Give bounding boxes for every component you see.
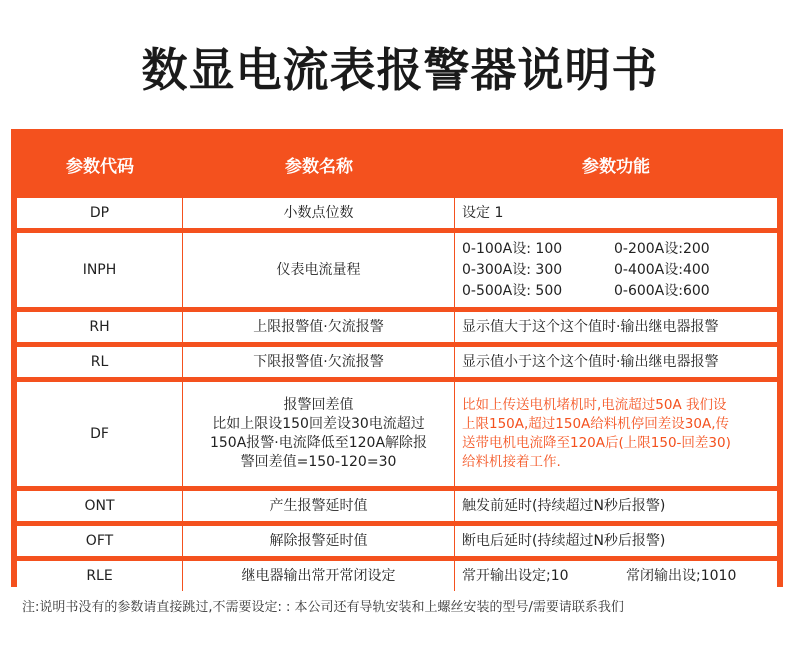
row-dp-code: DP [17,198,183,228]
row-rl-code: RL [17,347,183,377]
range-item: 0-300A设: 300 [462,261,563,278]
rle-normally-open: 常开输出设定;10 [462,567,569,584]
row-rl-name: 下限报警值·欠流报警 [183,347,455,377]
df-func-line: 送带电机电流降至120A后(上限150-回差30) [462,435,731,451]
range-item: 0-500A设: 500 [462,282,563,299]
row-rh-code: RH [17,312,183,342]
range-item: 0-600A设:600 [614,282,710,299]
row-ont-function: 触发前延时(持续超过N秒后报警) [455,491,777,521]
df-name-line: 报警回差值 [283,397,354,413]
row-df-code: DF [17,382,183,486]
row-oft-name: 解除报警延时值 [183,526,455,556]
parameter-table [11,129,783,587]
header-param-function: 参数功能 [582,156,650,177]
row-inph-function [455,233,777,307]
page-title: 数显电流表报警器说明书 [141,43,659,97]
row-inph-code: INPH [17,233,183,307]
range-item: 0-100A设: 100 [462,240,563,257]
row-rle-code: RLE [17,561,183,591]
header-param-code: 参数代码 [66,156,134,177]
row-oft-code: OFT [17,526,183,556]
df-func-line: 给料机接着工作. [462,454,561,470]
row-rh-function: 显示值大于这个这个值时·输出继电器报警 [455,312,777,342]
row-ont-name: 产生报警延时值 [183,491,455,521]
row-rle-function [455,561,777,591]
df-func-line: 上限150A,超过150A给料机停回差设30A,传 [462,416,730,432]
header-param-name: 参数名称 [285,156,353,177]
range-item: 0-400A设:400 [614,261,710,278]
rle-normally-closed: 常闭输出设;1010 [626,567,737,584]
range-item: 0-200A设:200 [614,240,710,257]
row-ont-code: ONT [17,491,183,521]
row-rle-name: 继电器输出常开常闭设定 [183,561,455,591]
row-df-function [455,382,777,486]
row-rh-name: 上限报警值·欠流报警 [183,312,455,342]
df-name-line: 比如上限设150回差设30电流超过 [212,416,425,432]
row-oft-function: 断电后延时(持续超过N秒后报警) [455,526,777,556]
row-dp-function: 设定 1 [455,198,777,228]
row-rl-function: 显示值小于这个这个值时·输出继电器报警 [455,347,777,377]
footer-note: 注:说明书没有的参数请直接跳过,不需要设定: : 本公司还有导轨安装和上螺丝安装的型号/需要请联系我们 [22,600,624,615]
df-name-line: 150A报警·电流降低至120A解除报 [209,435,428,451]
df-func-line: 比如上传送电机堵机时,电流超过50A 我们设 [462,397,727,413]
row-inph-name: 仪表电流量程 [183,233,455,307]
row-df-name [183,382,455,486]
df-name-line: 警回差值=150-120=30 [240,454,397,470]
row-dp-name: 小数点位数 [183,198,455,228]
